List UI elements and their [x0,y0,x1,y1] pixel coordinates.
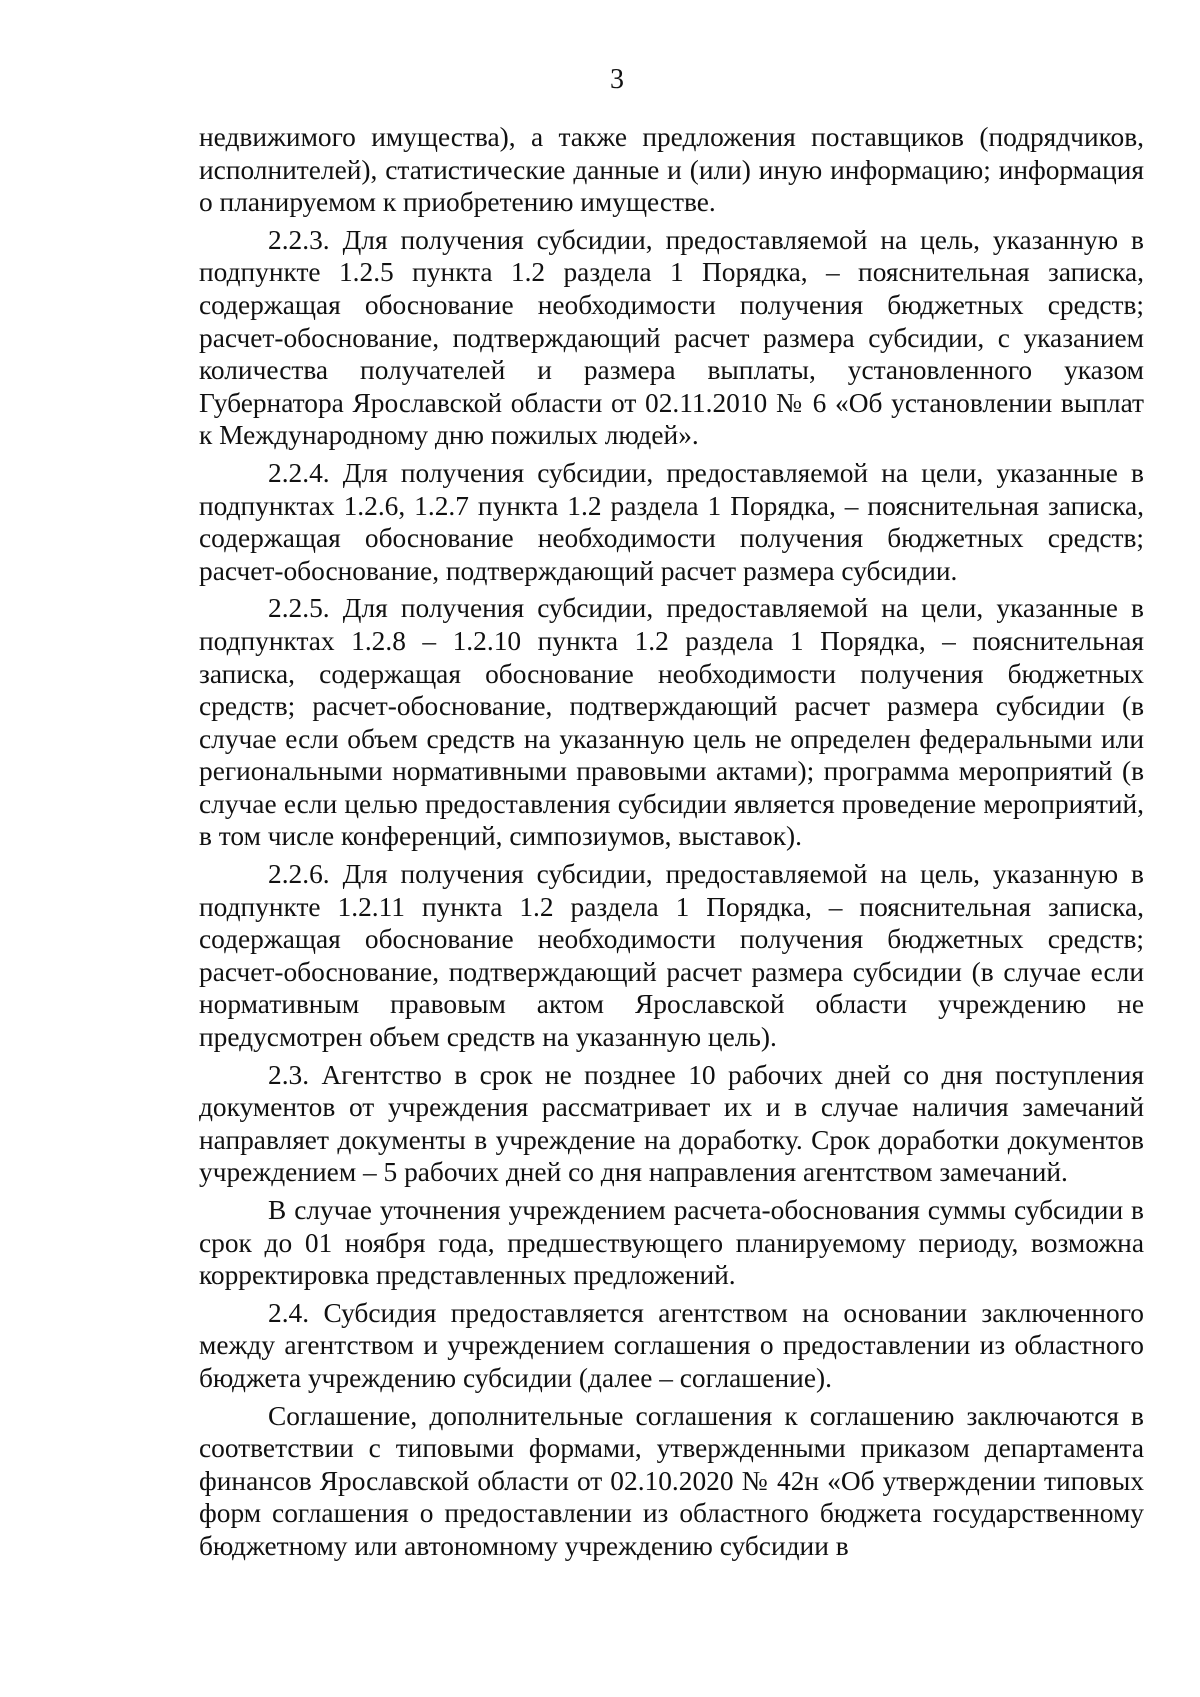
paragraph-refinement: В случае уточнения учреждением расчета-обоснования суммы субсидии в срок до 01 ноября года, предшествующего планируемому периоду, возможна корректировка представленных предложений. [199,1195,1144,1291]
paragraph-2-3: 2.3. Агентство в срок не позднее 10 рабочих дней со дня поступления документов от учреждения рассматривает их и в случае наличия замечаний направляет документы в учреждение на доработку. Срок доработки документов учреждением – 5 рабочих дней со дня направления агентством замечаний. [199,1059,1144,1188]
paragraph-2-2-6: 2.2.6. Для получения субсидии, предоставляемой на цель, указанную в подпункте 1.2.11 пункта 1.2 раздела 1 Порядка, – пояснительная записка, содержащая обоснование необходимости получения бюджетных средств; расчет-обоснование, подтверждающий расчет размера субсидии (в случае если нормативным правовым актом Ярославской области учреждению не предусмотрен объем средств на указанную цель). [199,859,1144,1053]
paragraph-2-2-3: 2.2.3. Для получения субсидии, предоставляемой на цель, указанную в подпункте 1.2.5 пункта 1.2 раздела 1 Порядка, – пояснительная записка, содержащая обоснование необходимости получения бюджетных средств; расчет-обоснование, подтверждающий расчет размера субсидии, с указанием количества получателей и размера выплаты, установленного указом Губернатора Ярославской области от 02.11.2010 № 6 «Об установлении выплат к Международному дню пожилых людей». [199,224,1144,451]
paragraph-2-2-4: 2.2.4. Для получения субсидии, предоставляемой на цели, указанные в подпунктах 1.2.6, 1.2.7 пункта 1.2 раздела 1 Порядка, – пояснительная записка, содержащая обоснование необходимости получения бюджетных средств; расчет-обоснование, подтверждающий расчет размера субсидии. [199,457,1144,586]
paragraph-agreement: Соглашение, дополнительные соглашения к соглашению заключаются в соответствии с типовыми формами, утвержденными приказом департамента финансов Ярославской области от 02.10.2020 № 42н «Об утверждении типовых форм соглашения о предоставлении из областного бюджета государственному бюджетному или автономному учреждению субсидии в [199,1400,1144,1561]
document-body [199,121,1144,1563]
paragraph-1: недвижимого имущества), а также предложения поставщиков (подрядчиков, исполнителей), статистические данные и (или) иную информацию; информация о планируемом к приобретению имуществе. [199,122,1144,218]
page-number: 3 [610,64,624,95]
paragraph-2-4: 2.4. Субсидия предоставляется агентством на основании заключенного между агентством и учреждением соглашения о предоставлении из областного бюджета учреждению субсидии (далее – соглашение). [199,1297,1144,1393]
paragraph-2-2-5: 2.2.5. Для получения субсидии, предоставляемой на цели, указанные в подпунктах 1.2.8 – 1.2.10 пункта 1.2 раздела 1 Порядка, – пояснительная записка, содержащая обоснование необходимости получения бюджетных средств; расчет-обоснование, подтверждающий расчет размера субсидии (в случае если объем средств на указанную цель не определен федеральными или региональными нормативными правовыми актами); программа мероприятий (в случае если целью предоставления субсидии является проведение мероприятий, в том числе конференций, симпозиумов, выставок). [199,593,1144,852]
